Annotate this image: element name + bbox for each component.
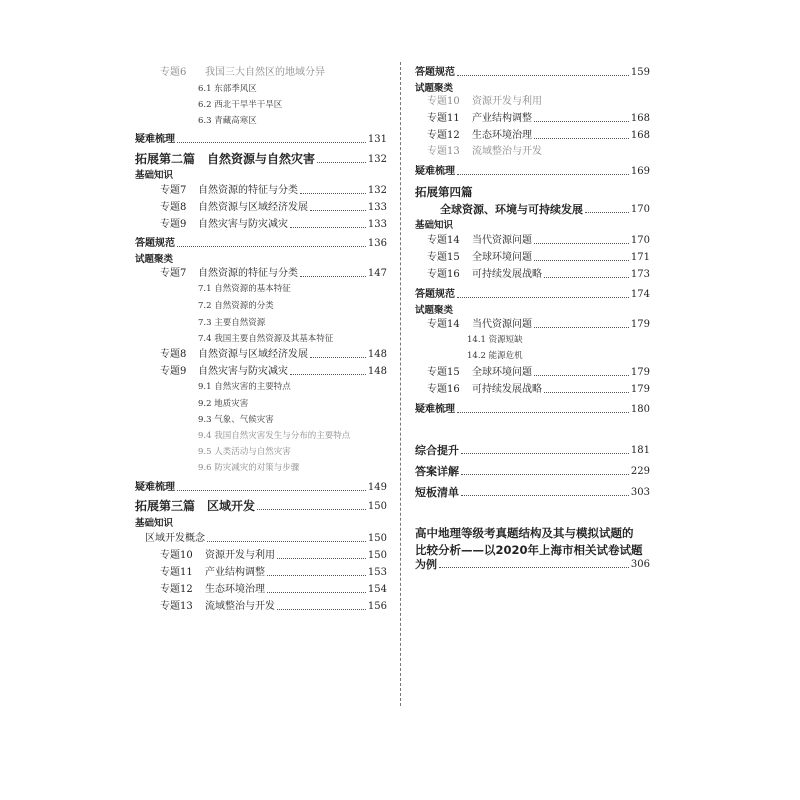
toc-entry-duanban[interactable]: 短板清单 303 — [415, 486, 650, 499]
toc-final-title-line1[interactable]: 高中地理等级考真题结构及其与模拟试题的 — [415, 526, 634, 540]
toc-entry-dati[interactable]: 答题规范 136 — [135, 238, 387, 249]
toc-subtopic[interactable]: 7.4 我国主要自然资源及其基本特征 — [198, 334, 334, 344]
section-label-jichu: 基础知识 — [415, 220, 454, 231]
section-label-jichu: 基础知识 — [135, 518, 174, 529]
toc-topic-15[interactable]: 专题15 全球环境问题 179 — [427, 367, 650, 378]
toc-subtopic[interactable]: 6.2 西北干旱半干旱区 — [198, 100, 283, 110]
toc-subtopic[interactable]: 9.3 气象、气候灾害 — [198, 415, 274, 425]
toc-topic-12[interactable]: 专题12 生态环境治理 154 — [160, 584, 387, 595]
dot-leader — [300, 275, 366, 277]
toc-entry-dati[interactable]: 答题规范 174 — [415, 289, 650, 300]
toc-subtopic[interactable]: 14.2 能源危机 — [467, 351, 523, 361]
dot-leader — [544, 391, 629, 393]
toc-entry-yinan[interactable]: 疑难梳理 180 — [415, 404, 650, 415]
dot-leader — [457, 296, 629, 298]
toc-part-4[interactable]: 全球资源、环境与可持续发展 170 — [440, 203, 650, 216]
toc-subtopic[interactable]: 14.1 资源短缺 — [467, 335, 523, 345]
toc-topic-10[interactable]: 专题10 资源开发与利用 — [427, 96, 542, 107]
toc-topic-9[interactable]: 专题9 自然灾害与防灾减灾 133 — [160, 219, 387, 230]
toc-topic-7[interactable]: 专题7 自然资源的特征与分类 132 — [160, 185, 387, 196]
toc-final-title-line2[interactable]: 比较分析——以2020年上海市相关试卷试题 — [415, 543, 643, 557]
dot-leader — [300, 192, 366, 194]
dot-leader — [534, 374, 629, 376]
dot-leader — [534, 137, 629, 139]
toc-topic-14[interactable]: 专题14 当代资源问题 179 — [427, 319, 650, 330]
dot-leader — [534, 326, 629, 328]
dot-leader — [310, 209, 366, 211]
toc-entry-yinan[interactable]: 疑难梳理 149 — [135, 482, 387, 493]
dot-leader — [177, 245, 366, 247]
dot-leader — [177, 489, 366, 491]
toc-topic-6[interactable]: 专题6 我国三大自然区的地域分异 — [160, 67, 325, 78]
dot-leader — [290, 226, 366, 228]
toc-subtopic[interactable]: 6.1 东部季风区 — [198, 84, 257, 94]
toc-topic-7[interactable]: 专题7 自然资源的特征与分类 147 — [160, 268, 387, 279]
toc-subtopic[interactable]: 9.2 地质灾害 — [198, 399, 249, 409]
section-label-jichu: 基础知识 — [135, 170, 174, 181]
dot-leader — [267, 574, 366, 576]
toc-entry-yinan[interactable]: 疑难梳理 131 — [135, 134, 387, 145]
toc-topic-9[interactable]: 专题9 自然灾害与防灾减灾 148 — [160, 366, 387, 377]
dot-leader — [310, 356, 366, 358]
dot-leader — [534, 120, 629, 122]
toc-topic-15[interactable]: 专题15 全球环境问题 171 — [427, 252, 650, 263]
toc-subtopic[interactable]: 9.1 自然灾害的主要特点 — [198, 382, 291, 392]
toc-subtopic[interactable]: 7.2 自然资源的分类 — [198, 301, 274, 311]
toc-entry-daan[interactable]: 答案详解 229 — [415, 465, 650, 478]
toc-topic-13[interactable]: 专题13 流域整治与开发 156 — [160, 601, 387, 612]
dot-leader — [290, 373, 366, 375]
dot-leader — [457, 74, 629, 76]
toc-entry-zonghe[interactable]: 综合提升 181 — [415, 444, 650, 457]
toc-topic-11[interactable]: 专题11 产业结构调整 153 — [160, 567, 387, 578]
toc-entry-dati[interactable]: 答题规范 159 — [415, 67, 650, 78]
dot-leader — [534, 259, 629, 261]
dot-leader — [461, 494, 629, 496]
toc-subtopic[interactable]: 7.1 自然资源的基本特征 — [198, 284, 291, 294]
dot-leader — [267, 591, 366, 593]
toc-part-4-heading[interactable]: 拓展第四篇 — [415, 185, 473, 199]
dot-leader — [457, 411, 629, 413]
toc-topic-14[interactable]: 专题14 当代资源问题 170 — [427, 235, 650, 246]
toc-topic-12[interactable]: 专题12 生态环境治理 168 — [427, 130, 650, 141]
dot-leader — [277, 608, 366, 610]
toc-subtopic[interactable]: 7.3 主要自然资源 — [198, 318, 266, 328]
section-label-shiti: 试题聚类 — [135, 254, 174, 265]
toc-part-2[interactable]: 拓展第二篇 自然资源与自然灾害 132 — [135, 152, 387, 166]
dot-leader — [277, 557, 366, 559]
toc-part-3[interactable]: 拓展第三篇 区域开发 150 — [135, 499, 387, 513]
toc-topic-8[interactable]: 专题8 自然资源与区域经济发展 133 — [160, 202, 387, 213]
dot-leader — [207, 540, 366, 542]
toc-subtopic[interactable]: 9.5 人类活动与自然灾害 — [198, 447, 291, 457]
toc-topic-8[interactable]: 专题8 自然资源与区域经济发展 148 — [160, 349, 387, 360]
toc-topic-16[interactable]: 专题16 可持续发展战略 179 — [427, 384, 650, 395]
toc-topic-11[interactable]: 专题11 产业结构调整 168 — [427, 113, 650, 124]
toc-entry-yinan[interactable]: 疑难梳理 169 — [415, 166, 650, 177]
dot-leader — [461, 473, 629, 475]
dot-leader — [317, 161, 366, 163]
dot-leader — [439, 566, 629, 568]
toc-final-entry[interactable]: 为例 306 — [415, 558, 650, 571]
dot-leader — [457, 173, 629, 175]
toc-topic-13[interactable]: 专题13 流域整治与开发 — [427, 146, 542, 157]
toc-topic-16[interactable]: 专题16 可持续发展战略 173 — [427, 269, 650, 280]
dot-leader — [544, 276, 629, 278]
dot-leader — [257, 508, 366, 510]
dot-leader — [177, 141, 366, 143]
toc-subtopic[interactable]: 9.4 我国自然灾害发生与分布的主要特点 — [198, 431, 351, 441]
toc-subtopic[interactable]: 9.6 防灾减灾的对策与步骤 — [198, 463, 300, 473]
section-label-shiti: 试题聚类 — [415, 83, 454, 94]
dot-leader — [585, 211, 629, 213]
toc-subtopic[interactable]: 6.3 青藏高寒区 — [198, 116, 257, 126]
toc-entry-quyu[interactable]: 区域开发概念 150 — [145, 533, 387, 544]
dot-leader — [534, 242, 629, 244]
toc-topic-10[interactable]: 专题10 资源开发与利用 150 — [160, 550, 387, 561]
section-label-shiti: 试题聚类 — [415, 305, 454, 316]
dot-leader — [461, 452, 629, 454]
